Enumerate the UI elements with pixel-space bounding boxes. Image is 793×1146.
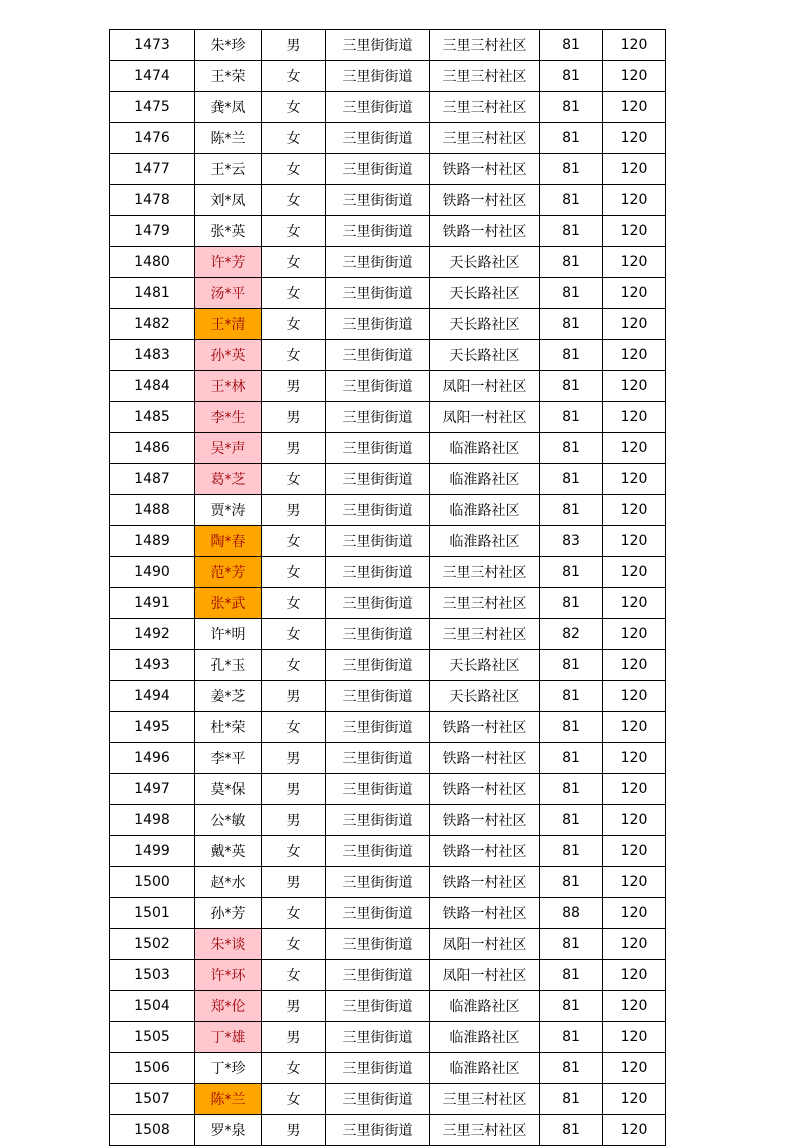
gender-cell: 男 <box>262 681 326 712</box>
street-cell: 三里街街道 <box>326 61 430 92</box>
name-cell: 丁*雄 <box>195 1022 262 1053</box>
gender-cell: 女 <box>262 247 326 278</box>
gender-cell: 女 <box>262 1084 326 1115</box>
age-cell: 82 <box>540 619 603 650</box>
age-cell: 88 <box>540 898 603 929</box>
table-row <box>110 960 666 991</box>
age-cell: 81 <box>540 433 603 464</box>
street-cell: 三里街街道 <box>326 836 430 867</box>
street-cell: 三里街街道 <box>326 774 430 805</box>
community-cell: 临淮路社区 <box>430 1022 540 1053</box>
gender-cell: 男 <box>262 805 326 836</box>
gender-cell: 女 <box>262 557 326 588</box>
amount-cell: 120 <box>603 123 666 154</box>
table-row <box>110 557 666 588</box>
community-cell: 铁路一村社区 <box>430 836 540 867</box>
name-cell: 赵*水 <box>195 867 262 898</box>
name-cell: 李*生 <box>195 402 262 433</box>
street-cell: 三里街街道 <box>326 1022 430 1053</box>
community-cell: 天长路社区 <box>430 340 540 371</box>
age-cell: 81 <box>540 61 603 92</box>
row-number-cell: 1481 <box>110 278 195 309</box>
age-cell: 81 <box>540 557 603 588</box>
table-row <box>110 495 666 526</box>
name-cell: 李*平 <box>195 743 262 774</box>
gender-cell: 女 <box>262 154 326 185</box>
row-number-cell: 1504 <box>110 991 195 1022</box>
gender-cell: 女 <box>262 1053 326 1084</box>
gender-cell: 男 <box>262 743 326 774</box>
table-row <box>110 929 666 960</box>
amount-cell: 120 <box>603 495 666 526</box>
age-cell: 81 <box>540 1115 603 1146</box>
street-cell: 三里街街道 <box>326 960 430 991</box>
amount-cell: 120 <box>603 1084 666 1115</box>
name-cell: 朱*谈 <box>195 929 262 960</box>
street-cell: 三里街街道 <box>326 92 430 123</box>
row-number-cell: 1501 <box>110 898 195 929</box>
row-number-cell: 1478 <box>110 185 195 216</box>
community-cell: 铁路一村社区 <box>430 185 540 216</box>
row-number-cell: 1486 <box>110 433 195 464</box>
community-cell: 三里三村社区 <box>430 1084 540 1115</box>
amount-cell: 120 <box>603 340 666 371</box>
row-number-cell: 1497 <box>110 774 195 805</box>
row-number-cell: 1479 <box>110 216 195 247</box>
table-row <box>110 743 666 774</box>
gender-cell: 男 <box>262 495 326 526</box>
age-cell: 81 <box>540 1084 603 1115</box>
gender-cell: 女 <box>262 929 326 960</box>
community-cell: 铁路一村社区 <box>430 743 540 774</box>
table-row <box>110 30 666 61</box>
gender-cell: 女 <box>262 526 326 557</box>
name-cell: 孔*玉 <box>195 650 262 681</box>
amount-cell: 120 <box>603 61 666 92</box>
gender-cell: 女 <box>262 836 326 867</box>
name-cell: 戴*英 <box>195 836 262 867</box>
street-cell: 三里街街道 <box>326 433 430 464</box>
table-row <box>110 681 666 712</box>
community-cell: 铁路一村社区 <box>430 805 540 836</box>
row-number-cell: 1477 <box>110 154 195 185</box>
gender-cell: 女 <box>262 123 326 154</box>
table-row <box>110 433 666 464</box>
amount-cell: 120 <box>603 464 666 495</box>
community-cell: 三里三村社区 <box>430 92 540 123</box>
table-row <box>110 898 666 929</box>
street-cell: 三里街街道 <box>326 340 430 371</box>
age-cell: 81 <box>540 743 603 774</box>
name-cell: 张*武 <box>195 588 262 619</box>
table-row <box>110 1115 666 1146</box>
community-cell: 铁路一村社区 <box>430 154 540 185</box>
name-cell: 贾*涛 <box>195 495 262 526</box>
community-cell: 铁路一村社区 <box>430 712 540 743</box>
age-cell: 83 <box>540 526 603 557</box>
name-cell: 范*芳 <box>195 557 262 588</box>
street-cell: 三里街街道 <box>326 402 430 433</box>
name-cell: 罗*泉 <box>195 1115 262 1146</box>
name-cell: 张*英 <box>195 216 262 247</box>
amount-cell: 120 <box>603 30 666 61</box>
age-cell: 81 <box>540 774 603 805</box>
amount-cell: 120 <box>603 371 666 402</box>
age-cell: 81 <box>540 247 603 278</box>
gender-cell: 女 <box>262 588 326 619</box>
amount-cell: 120 <box>603 712 666 743</box>
row-number-cell: 1485 <box>110 402 195 433</box>
age-cell: 81 <box>540 495 603 526</box>
name-cell: 吴*声 <box>195 433 262 464</box>
row-number-cell: 1503 <box>110 960 195 991</box>
row-number-cell: 1476 <box>110 123 195 154</box>
community-cell: 三里三村社区 <box>430 61 540 92</box>
name-cell: 姜*芝 <box>195 681 262 712</box>
amount-cell: 120 <box>603 929 666 960</box>
street-cell: 三里街街道 <box>326 1053 430 1084</box>
community-cell: 铁路一村社区 <box>430 774 540 805</box>
table-row <box>110 216 666 247</box>
table-row <box>110 92 666 123</box>
name-cell: 朱*珍 <box>195 30 262 61</box>
street-cell: 三里街街道 <box>326 154 430 185</box>
gender-cell: 女 <box>262 464 326 495</box>
age-cell: 81 <box>540 402 603 433</box>
row-number-cell: 1500 <box>110 867 195 898</box>
amount-cell: 120 <box>603 681 666 712</box>
row-number-cell: 1475 <box>110 92 195 123</box>
community-cell: 临淮路社区 <box>430 991 540 1022</box>
row-number-cell: 1483 <box>110 340 195 371</box>
amount-cell: 120 <box>603 743 666 774</box>
amount-cell: 120 <box>603 619 666 650</box>
row-number-cell: 1499 <box>110 836 195 867</box>
street-cell: 三里街街道 <box>326 991 430 1022</box>
row-number-cell: 1498 <box>110 805 195 836</box>
amount-cell: 120 <box>603 402 666 433</box>
community-cell: 凤阳一村社区 <box>430 960 540 991</box>
amount-cell: 120 <box>603 805 666 836</box>
amount-cell: 120 <box>603 1053 666 1084</box>
table-row <box>110 464 666 495</box>
community-cell: 三里三村社区 <box>430 123 540 154</box>
community-cell: 凤阳一村社区 <box>430 402 540 433</box>
street-cell: 三里街街道 <box>326 712 430 743</box>
row-number-cell: 1490 <box>110 557 195 588</box>
community-cell: 三里三村社区 <box>430 619 540 650</box>
table-row <box>110 805 666 836</box>
table-row <box>110 867 666 898</box>
gender-cell: 男 <box>262 1115 326 1146</box>
age-cell: 81 <box>540 805 603 836</box>
age-cell: 81 <box>540 30 603 61</box>
street-cell: 三里街街道 <box>326 898 430 929</box>
gender-cell: 男 <box>262 433 326 464</box>
row-number-cell: 1493 <box>110 650 195 681</box>
table-row <box>110 340 666 371</box>
table-row <box>110 185 666 216</box>
name-cell: 莫*保 <box>195 774 262 805</box>
community-cell: 三里三村社区 <box>430 30 540 61</box>
gender-cell: 女 <box>262 650 326 681</box>
data-table <box>109 29 666 1146</box>
community-cell: 临淮路社区 <box>430 1053 540 1084</box>
row-number-cell: 1491 <box>110 588 195 619</box>
gender-cell: 女 <box>262 185 326 216</box>
community-cell: 临淮路社区 <box>430 495 540 526</box>
row-number-cell: 1492 <box>110 619 195 650</box>
street-cell: 三里街街道 <box>326 495 430 526</box>
street-cell: 三里街街道 <box>326 278 430 309</box>
amount-cell: 120 <box>603 185 666 216</box>
gender-cell: 女 <box>262 340 326 371</box>
row-number-cell: 1502 <box>110 929 195 960</box>
gender-cell: 女 <box>262 960 326 991</box>
age-cell: 81 <box>540 712 603 743</box>
gender-cell: 女 <box>262 92 326 123</box>
street-cell: 三里街街道 <box>326 681 430 712</box>
age-cell: 81 <box>540 836 603 867</box>
table-row <box>110 247 666 278</box>
name-cell: 许*明 <box>195 619 262 650</box>
row-number-cell: 1473 <box>110 30 195 61</box>
amount-cell: 120 <box>603 867 666 898</box>
name-cell: 杜*荣 <box>195 712 262 743</box>
table-row <box>110 619 666 650</box>
gender-cell: 男 <box>262 774 326 805</box>
street-cell: 三里街街道 <box>326 247 430 278</box>
age-cell: 81 <box>540 991 603 1022</box>
table-row <box>110 588 666 619</box>
age-cell: 81 <box>540 371 603 402</box>
name-cell: 陈*兰 <box>195 123 262 154</box>
age-cell: 81 <box>540 185 603 216</box>
community-cell: 铁路一村社区 <box>430 898 540 929</box>
community-cell: 铁路一村社区 <box>430 216 540 247</box>
row-number-cell: 1480 <box>110 247 195 278</box>
amount-cell: 120 <box>603 154 666 185</box>
street-cell: 三里街街道 <box>326 619 430 650</box>
age-cell: 81 <box>540 1053 603 1084</box>
table-row <box>110 774 666 805</box>
name-cell: 陶*春 <box>195 526 262 557</box>
name-cell: 许*环 <box>195 960 262 991</box>
amount-cell: 120 <box>603 1115 666 1146</box>
table-row <box>110 402 666 433</box>
row-number-cell: 1505 <box>110 1022 195 1053</box>
amount-cell: 120 <box>603 247 666 278</box>
table-row <box>110 309 666 340</box>
row-number-cell: 1496 <box>110 743 195 774</box>
street-cell: 三里街街道 <box>326 650 430 681</box>
age-cell: 81 <box>540 588 603 619</box>
street-cell: 三里街街道 <box>326 216 430 247</box>
row-number-cell: 1488 <box>110 495 195 526</box>
name-cell: 刘*凤 <box>195 185 262 216</box>
gender-cell: 女 <box>262 712 326 743</box>
amount-cell: 120 <box>603 650 666 681</box>
street-cell: 三里街街道 <box>326 805 430 836</box>
street-cell: 三里街街道 <box>326 743 430 774</box>
gender-cell: 女 <box>262 216 326 247</box>
street-cell: 三里街街道 <box>326 1084 430 1115</box>
street-cell: 三里街街道 <box>326 1115 430 1146</box>
table-row <box>110 1084 666 1115</box>
amount-cell: 120 <box>603 309 666 340</box>
table-row <box>110 154 666 185</box>
name-cell: 王*清 <box>195 309 262 340</box>
gender-cell: 男 <box>262 867 326 898</box>
street-cell: 三里街街道 <box>326 929 430 960</box>
gender-cell: 女 <box>262 619 326 650</box>
amount-cell: 120 <box>603 588 666 619</box>
amount-cell: 120 <box>603 216 666 247</box>
street-cell: 三里街街道 <box>326 185 430 216</box>
age-cell: 81 <box>540 960 603 991</box>
table-row <box>110 650 666 681</box>
gender-cell: 男 <box>262 30 326 61</box>
age-cell: 81 <box>540 92 603 123</box>
age-cell: 81 <box>540 154 603 185</box>
gender-cell: 男 <box>262 1022 326 1053</box>
community-cell: 临淮路社区 <box>430 433 540 464</box>
age-cell: 81 <box>540 123 603 154</box>
amount-cell: 120 <box>603 898 666 929</box>
community-cell: 天长路社区 <box>430 278 540 309</box>
community-cell: 三里三村社区 <box>430 557 540 588</box>
age-cell: 81 <box>540 681 603 712</box>
amount-cell: 120 <box>603 1022 666 1053</box>
amount-cell: 120 <box>603 991 666 1022</box>
amount-cell: 120 <box>603 433 666 464</box>
row-number-cell: 1495 <box>110 712 195 743</box>
age-cell: 81 <box>540 309 603 340</box>
community-cell: 天长路社区 <box>430 309 540 340</box>
age-cell: 81 <box>540 464 603 495</box>
name-cell: 公*敏 <box>195 805 262 836</box>
amount-cell: 120 <box>603 960 666 991</box>
name-cell: 孙*芳 <box>195 898 262 929</box>
amount-cell: 120 <box>603 836 666 867</box>
table-row <box>110 1022 666 1053</box>
community-cell: 凤阳一村社区 <box>430 929 540 960</box>
name-cell: 孙*英 <box>195 340 262 371</box>
row-number-cell: 1474 <box>110 61 195 92</box>
amount-cell: 120 <box>603 557 666 588</box>
row-number-cell: 1494 <box>110 681 195 712</box>
community-cell: 铁路一村社区 <box>430 867 540 898</box>
table-row <box>110 526 666 557</box>
community-cell: 凤阳一村社区 <box>430 371 540 402</box>
table-row <box>110 278 666 309</box>
name-cell: 丁*珍 <box>195 1053 262 1084</box>
name-cell: 王*林 <box>195 371 262 402</box>
street-cell: 三里街街道 <box>326 309 430 340</box>
row-number-cell: 1506 <box>110 1053 195 1084</box>
amount-cell: 120 <box>603 526 666 557</box>
amount-cell: 120 <box>603 92 666 123</box>
street-cell: 三里街街道 <box>326 371 430 402</box>
gender-cell: 女 <box>262 309 326 340</box>
table-row <box>110 1053 666 1084</box>
name-cell: 郑*伦 <box>195 991 262 1022</box>
name-cell: 龚*凤 <box>195 92 262 123</box>
street-cell: 三里街街道 <box>326 123 430 154</box>
name-cell: 许*芳 <box>195 247 262 278</box>
community-cell: 天长路社区 <box>430 247 540 278</box>
table-row <box>110 991 666 1022</box>
gender-cell: 男 <box>262 402 326 433</box>
name-cell: 陈*兰 <box>195 1084 262 1115</box>
name-cell: 葛*芝 <box>195 464 262 495</box>
row-number-cell: 1487 <box>110 464 195 495</box>
name-cell: 王*荣 <box>195 61 262 92</box>
table-row <box>110 61 666 92</box>
community-cell: 临淮路社区 <box>430 526 540 557</box>
name-cell: 王*云 <box>195 154 262 185</box>
row-number-cell: 1482 <box>110 309 195 340</box>
street-cell: 三里街街道 <box>326 867 430 898</box>
age-cell: 81 <box>540 1022 603 1053</box>
street-cell: 三里街街道 <box>326 464 430 495</box>
age-cell: 81 <box>540 929 603 960</box>
row-number-cell: 1484 <box>110 371 195 402</box>
row-number-cell: 1489 <box>110 526 195 557</box>
table-row <box>110 836 666 867</box>
community-cell: 天长路社区 <box>430 681 540 712</box>
row-number-cell: 1507 <box>110 1084 195 1115</box>
table-body <box>110 30 666 1146</box>
amount-cell: 120 <box>603 278 666 309</box>
gender-cell: 女 <box>262 278 326 309</box>
age-cell: 81 <box>540 278 603 309</box>
age-cell: 81 <box>540 340 603 371</box>
street-cell: 三里街街道 <box>326 588 430 619</box>
street-cell: 三里街街道 <box>326 557 430 588</box>
age-cell: 81 <box>540 867 603 898</box>
table-row <box>110 712 666 743</box>
age-cell: 81 <box>540 216 603 247</box>
gender-cell: 男 <box>262 991 326 1022</box>
community-cell: 临淮路社区 <box>430 464 540 495</box>
gender-cell: 女 <box>262 898 326 929</box>
name-cell: 汤*平 <box>195 278 262 309</box>
amount-cell: 120 <box>603 774 666 805</box>
age-cell: 81 <box>540 650 603 681</box>
street-cell: 三里街街道 <box>326 526 430 557</box>
gender-cell: 男 <box>262 371 326 402</box>
row-number-cell: 1508 <box>110 1115 195 1146</box>
community-cell: 三里三村社区 <box>430 588 540 619</box>
gender-cell: 女 <box>262 61 326 92</box>
street-cell: 三里街街道 <box>326 30 430 61</box>
table-row <box>110 371 666 402</box>
community-cell: 三里三村社区 <box>430 1115 540 1146</box>
community-cell: 天长路社区 <box>430 650 540 681</box>
table-row <box>110 123 666 154</box>
